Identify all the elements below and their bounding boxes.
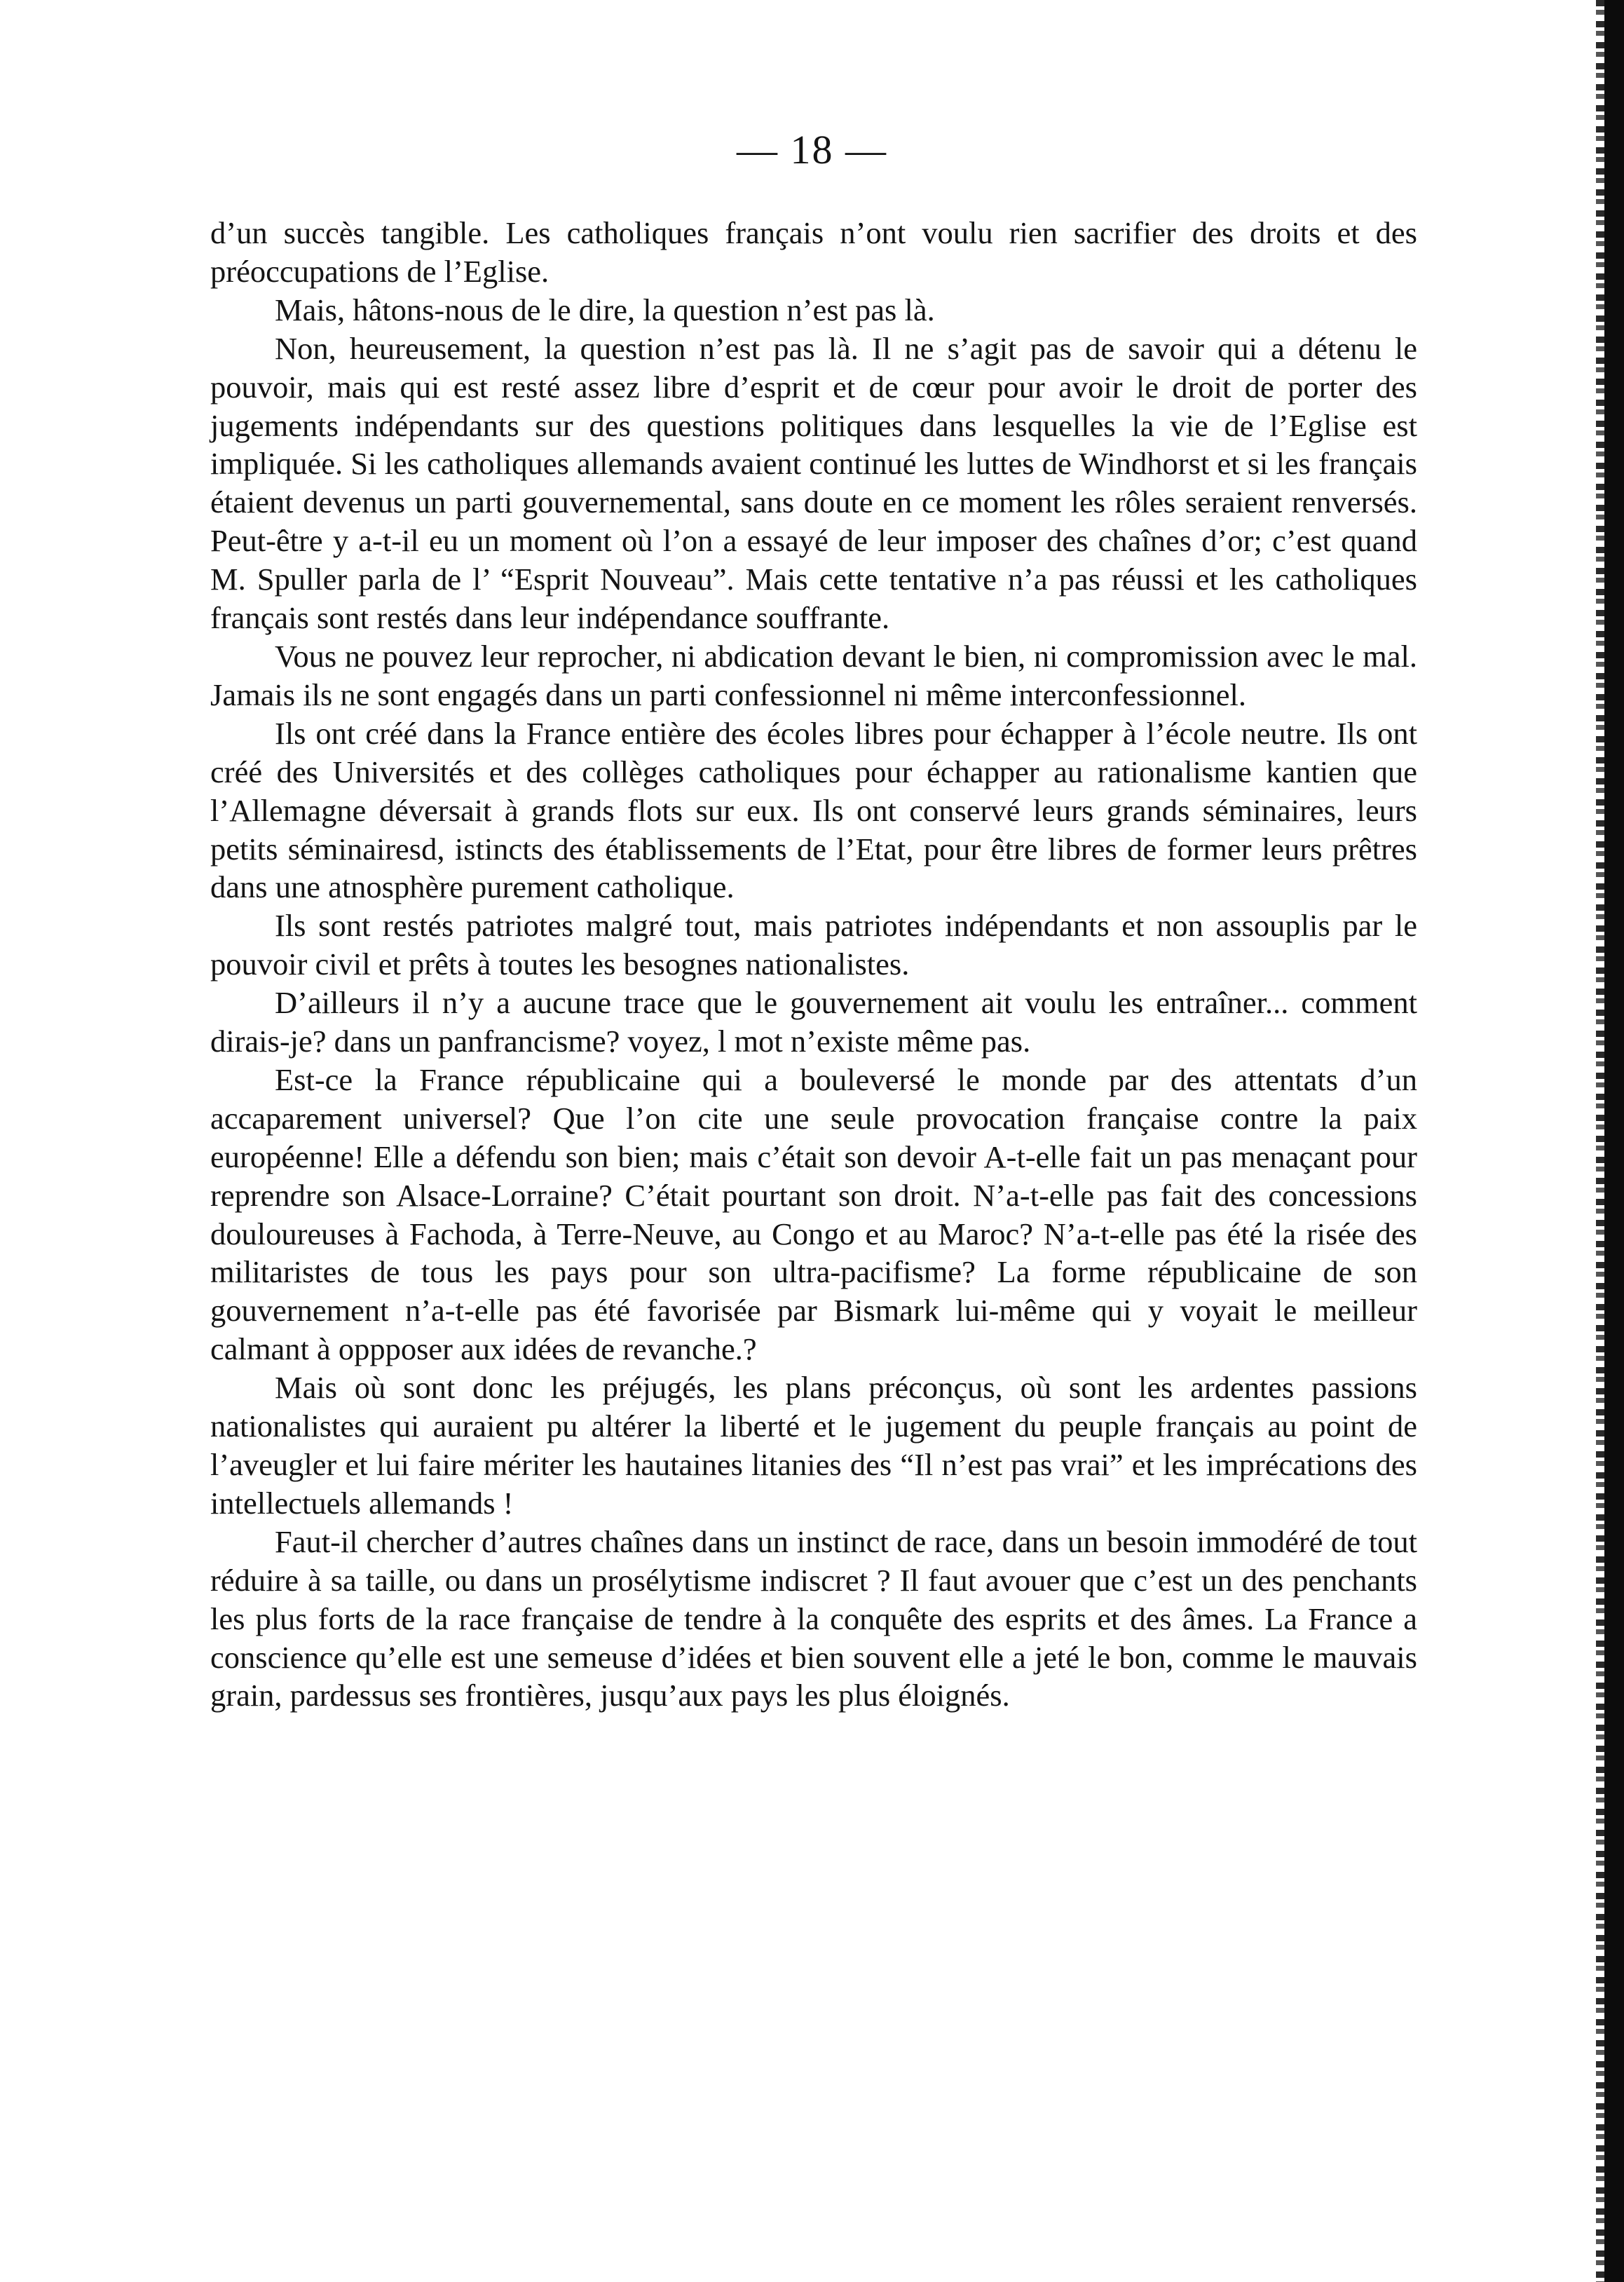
paragraph: Non, heureusement, la question n’est pas là. Il ne s’agit pas de savoir qui a détenu le pouvoir, mais qui est resté assez libre d’esprit et de cœur pour avoir le droit de porter des jugements indépendants sur des questions politiques dans lesquelles la vie de l’Eglise est impliquée. Si les catholiques allemands avaient continué les luttes de Windhorst et si les français étaient devenus un parti gouvernemental, sans doute en ce moment les rôles seraient renversés. Peut-être y a-t-il eu un moment où l’on a essayé de leur imposer des chaînes d’or; c’est quand M. Spuller parla de l’ “Esprit Nouveau”. Mais cette tentative n’a pas réussi et les catholiques français sont restés dans leur indépendance souffrante.: [210, 330, 1417, 636]
paragraph-continued: d’un succès tangible. Les catholiques français n’ont voulu rien sacrifier des droits et des préoccupations de l’Eglise.: [210, 215, 1417, 289]
paragraph: Mais où sont donc les préjugés, les plans préconçus, où sont les ardentes passions nationalistes qui auraient pu altérer la liberté et le jugement du peuple français au point de l’aveugler et lui faire mériter les hautaines litanies des “Il n’est pas vrai” et les imprécations des intellectuels allemands !: [210, 1370, 1417, 1521]
paragraph: Est-ce la France républicaine qui a bouleversé le monde par des attentats d’un accaparement universel? Que l’on cite une seule provocation française contre la paix européenne! Elle a défendu son bien; mais c’était son devoir A-t-elle fait un pas menaçant pour reprendre son Alsace-Lorraine? C’était pourtant son droit. N’a-t-elle pas fait des concessions douloureuses à Fachoda, à Terre-Neuve, au Congo et au Maroc? N’a-t-elle pas été la risée des militaristes de tous les pays pour son ultra-pacifisme? La forme républicaine de son gouvernement n’a-t-elle pas été favorisée par Bismark lui-même qui y voyait le meilleur calmant à oppposer aux idées de revanche.?: [210, 1061, 1417, 1367]
page-number: — 18 —: [737, 127, 887, 172]
paragraph: Faut-il chercher d’autres chaînes dans un instinct de race, dans un besoin immodéré de tout réduire à sa taille, ou dans un prosélytisme indiscret ? Il faut avouer que c’est un des penchants les plus forts de la race française de tendre à la conquête des esprits et des âmes. La France a conscience qu’elle est une semeuse d’idées et bien souvent elle a jeté le bon, comme le mauvais grain, pardessus ses frontières, jusqu’aux pays les plus éloignés.: [210, 1523, 1417, 1713]
paragraph: Ils ont créé dans la France entière des écoles libres pour échapper à l’école neutre. Ils ont créé des Universités et des collèges catholiques pour échapper au rationalisme kantien que l’Allemagne déversait à grands flots sur eux. Ils ont conservé leurs grands séminaires, leurs petits séminairesd, istincts des établissements de l’Etat, pour être libres de former leurs prêtres dans une atnosphère purement catholique.: [210, 715, 1417, 905]
paragraph: Mais, hâtons-nous de le dire, la question n’est pas là.: [275, 292, 935, 327]
paragraph: D’ailleurs il n’y a aucune trace que le gouvernement ait voulu les entraîner... comment dirais-je? dans un panfrancisme? voyez, l mot n’existe même pas.: [210, 985, 1417, 1059]
paragraph: Ils sont restés patriotes malgré tout, mais patriotes indépendants et non assouplis par le pouvoir civil et prêts à toutes les besognes nationalistes.: [210, 908, 1417, 982]
scanned-binding-edge: [1603, 0, 1624, 2282]
paragraph: Vous ne pouvez leur reprocher, ni abdication devant le bien, ni compromission avec le mal. Jamais ils ne sont engagés dans un parti confessionnel ni même interconfessionnel.: [210, 638, 1417, 712]
body-text: [210, 214, 1417, 1715]
